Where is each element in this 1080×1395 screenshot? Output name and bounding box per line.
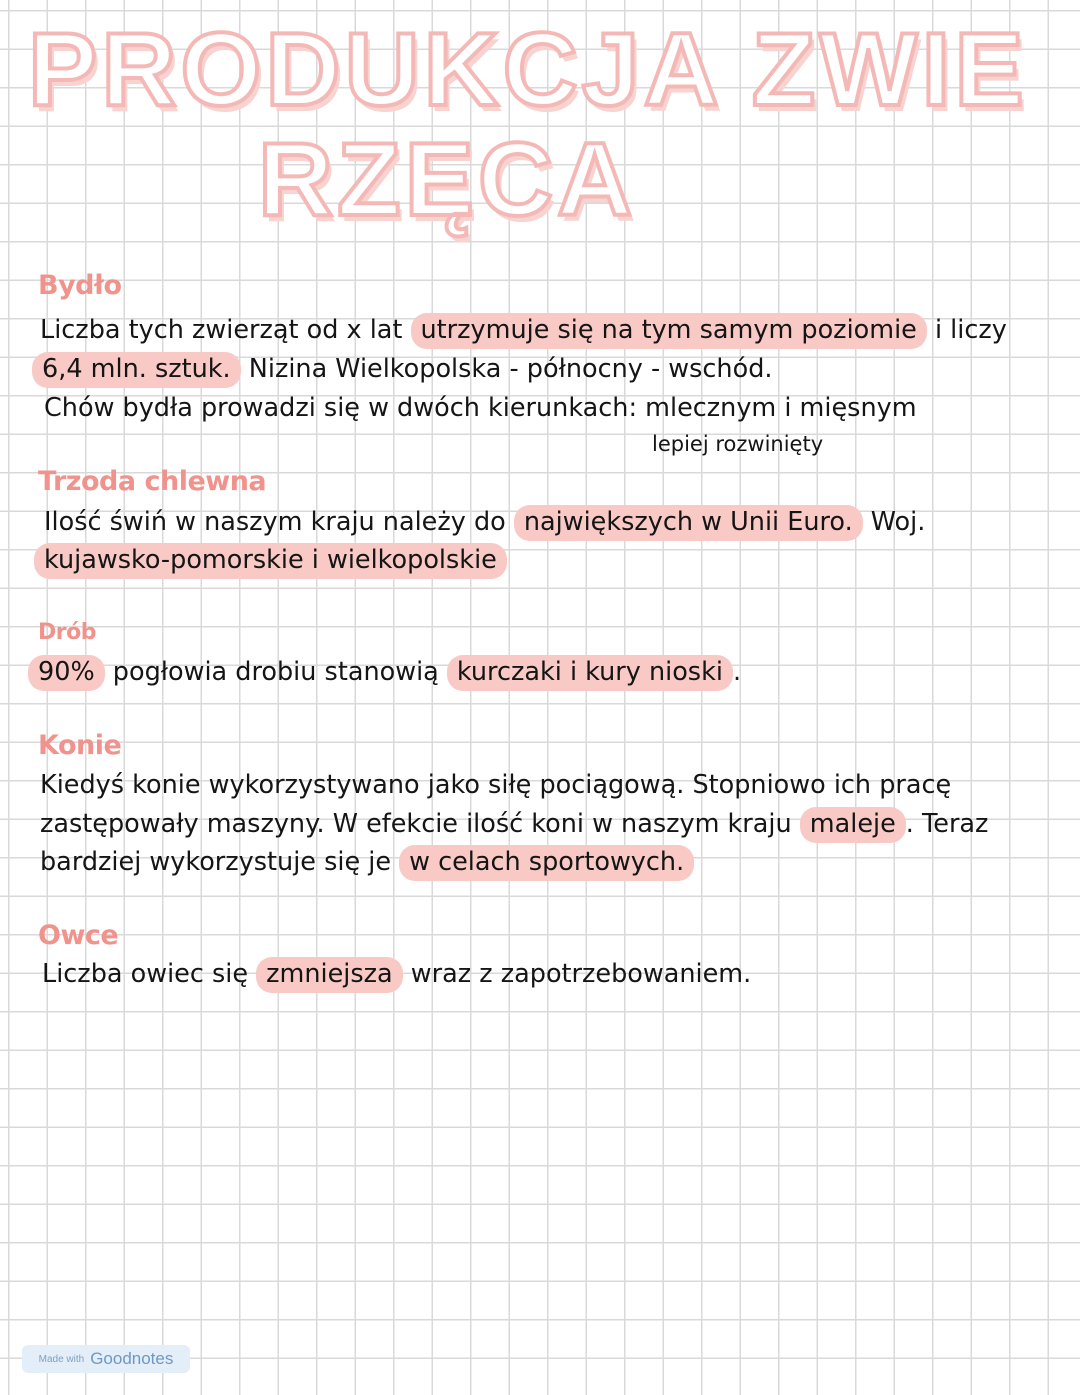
owce-line-1 <box>42 959 752 989</box>
owce-line-1-text-a: Liczba owiec się <box>42 959 257 989</box>
trzoda-highlight-2: kujawsko-pomorskie i wielkopolskie <box>34 543 507 579</box>
bydlo-highlight-1: utrzymuje się na tym samym poziomie <box>411 313 927 349</box>
bydlo-highlight-2: 6,4 mln. sztuk. <box>32 352 241 388</box>
heading-konie: Konie <box>38 730 122 761</box>
drob-line-1-text-b: . <box>732 657 742 687</box>
bydlo-line-1 <box>40 315 1007 345</box>
konie-line-3 <box>40 847 694 877</box>
konie-line-2-text-b: . Teraz <box>905 809 989 839</box>
trzoda-highlight-1: największych w Unii Euro. <box>514 505 863 541</box>
page-title-line-1: PRODUKCJA ZWIE <box>28 12 1028 128</box>
bydlo-line-3: Chów bydła prowadzi się w dwóch kierunkach: mlecznym i mięsnym <box>44 393 917 423</box>
konie-highlight-1: maleje <box>800 807 906 843</box>
drob-highlight-1: 90% <box>28 655 105 691</box>
heading-drob: Drób <box>38 620 96 645</box>
page-title-line-2: RZĘCA <box>258 122 637 238</box>
konie-line-2-text-a: zastępowały maszyny. W efekcie ilość koni w naszym kraju <box>40 809 800 839</box>
trzoda-line-1-text-b: Woj. <box>862 507 926 537</box>
bydlo-line-1-text-b: i liczy <box>926 315 1007 345</box>
bydlo-line-4: lepiej rozwinięty <box>652 432 824 456</box>
trzoda-line-1-text-a: Ilość świń w naszym kraju należy do <box>44 507 514 537</box>
heading-trzoda-chlewna: Trzoda chlewna <box>38 466 267 497</box>
konie-line-1: Kiedyś konie wykorzystywano jako siłę pociągową. Stopniowo ich pracę <box>40 770 952 800</box>
trzoda-line-1 <box>44 507 926 537</box>
trzoda-line-2 <box>34 545 507 575</box>
badge-brand: Goodnotes <box>90 1349 174 1368</box>
badge-made-with: Made with <box>38 1353 85 1365</box>
bydlo-line-1-text-a: Liczba tych zwierząt od x lat <box>40 315 411 345</box>
konie-highlight-2: w celach sportowych. <box>399 845 694 881</box>
heading-owce: Owce <box>38 920 119 951</box>
bydlo-line-2-text: Nizina Wielkopolska - północny - wschód. <box>240 354 773 384</box>
drob-line-1 <box>28 657 742 687</box>
konie-line-2 <box>40 809 989 839</box>
konie-line-3-text-a: bardziej wykorzystuje się je <box>40 847 400 877</box>
drob-highlight-2: kurczaki i kury nioski <box>447 655 733 691</box>
heading-bydlo: Bydło <box>38 270 122 301</box>
owce-line-1-text-b: wraz z zapotrzebowaniem. <box>402 959 752 989</box>
bydlo-line-2 <box>32 354 773 384</box>
drob-line-1-text-a: pogłowia drobiu stanowią <box>104 657 447 687</box>
owce-highlight-1: zmniejsza <box>256 957 403 993</box>
goodnotes-badge <box>22 1345 190 1373</box>
